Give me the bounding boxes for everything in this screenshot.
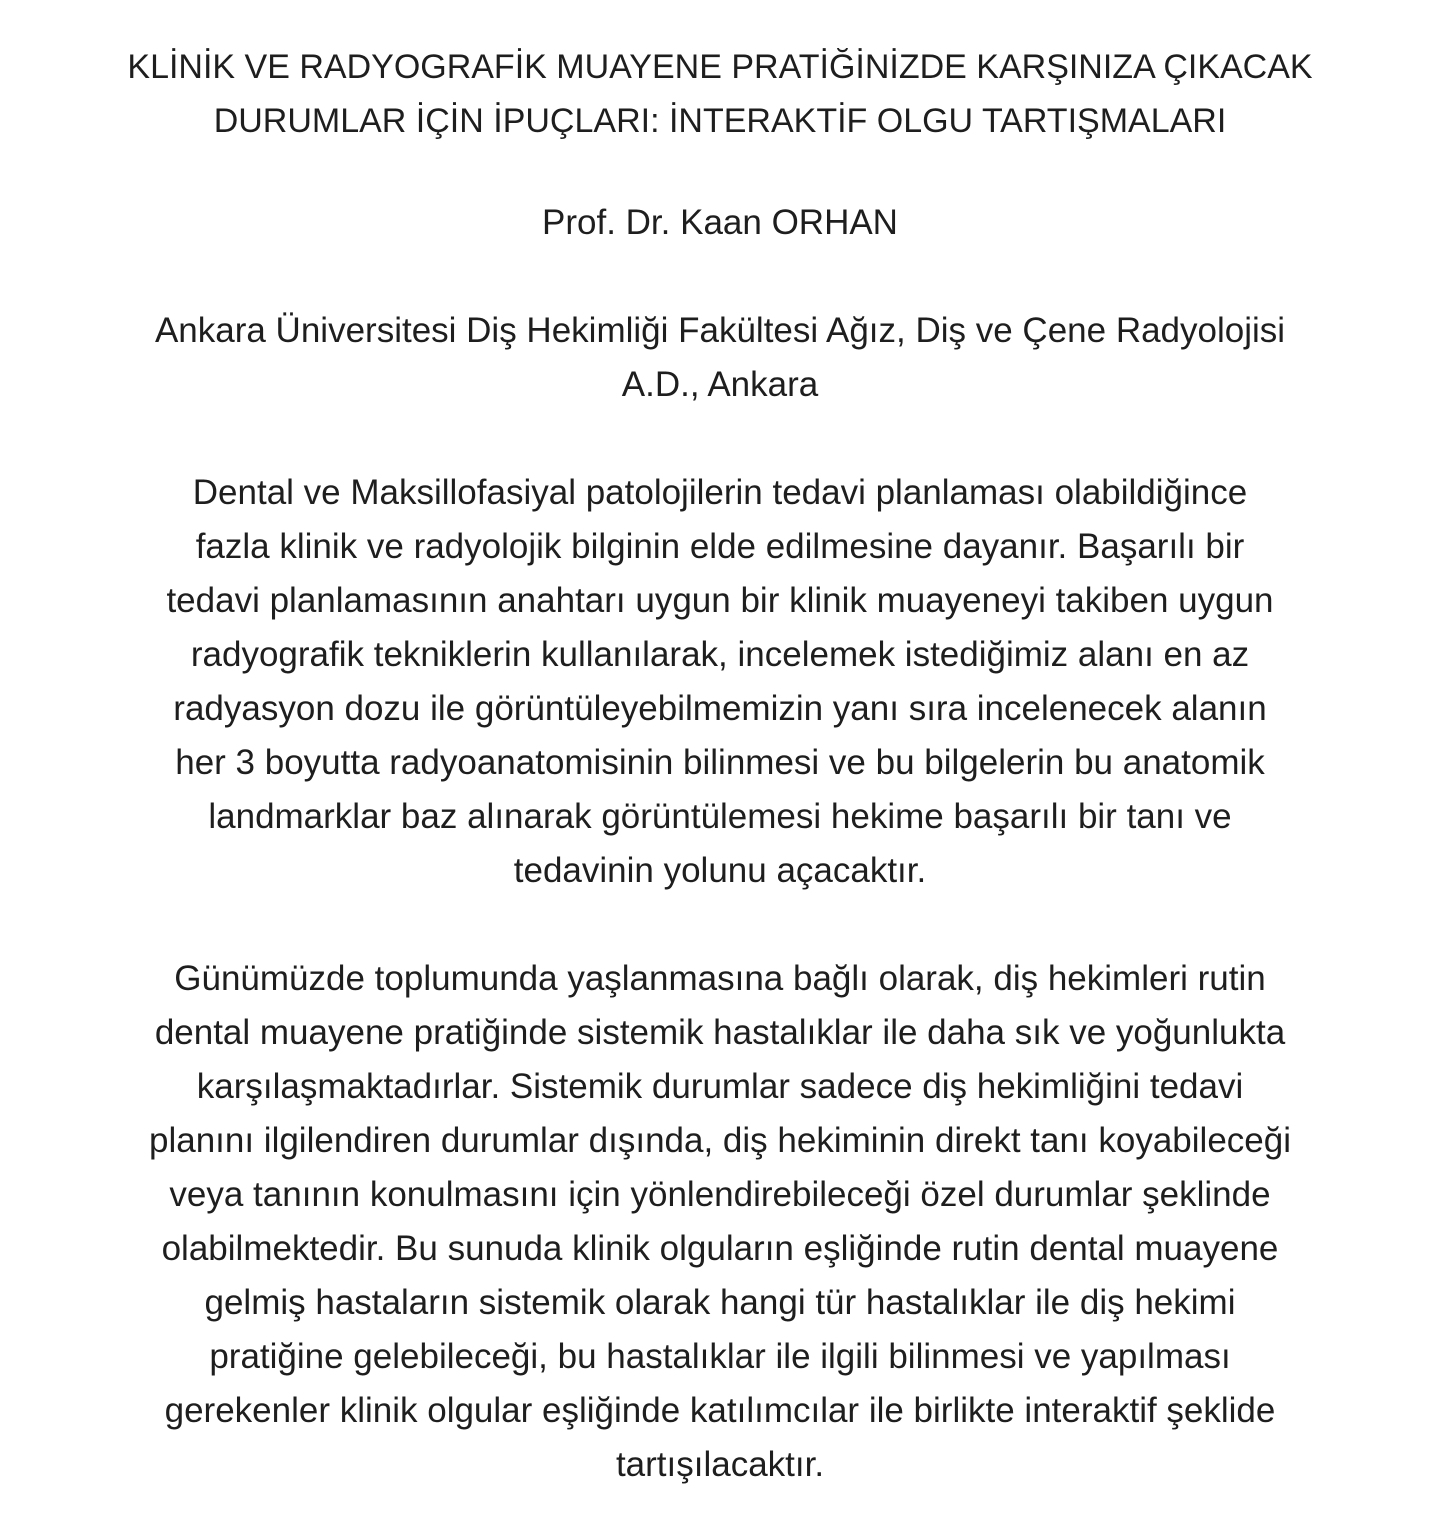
paragraph-line: planını ilgilendiren durumlar dışında, diş hekiminin direkt tanı koyabileceği [148,1121,1291,1160]
paragraph-line: gelmiş hastaların sistemik olarak hangi tür hastalıklar ile diş hekimi [204,1283,1236,1322]
paragraph-line: olabilmektedir. Bu sunuda klinik olguların eşliğinde rutin dental muayene [161,1229,1279,1268]
paragraph-line: karşılaşmaktadırlar. Sistemik durumlar sadece diş hekimliğini tedavi [196,1067,1244,1106]
affiliation-line: Ankara Üniversitesi Diş Hekimliği Fakültesi Ağız, Diş ve Çene Radyolojisi [154,311,1286,350]
paragraph-line: pratiğine gelebileceği, bu hastalıklar ile ilgili bilinmesi ve yapılması [209,1337,1231,1376]
affiliation-line: A.D., Ankara [621,365,819,404]
abstract-paragraph-2 [50,952,1390,1492]
author-affiliation [50,304,1390,412]
paragraph-line: tedavinin yolunu açacaktır. [513,851,927,890]
paragraph-line: gerekenler klinik olgular eşliğinde katılımcılar ile birlikte interaktif şeklide [164,1391,1276,1430]
paragraph-line: tartışılacaktır. [615,1445,825,1484]
paragraph-line: dental muayene pratiğinde sistemik hastalıklar ile daha sık ve yoğunlukta [154,1013,1286,1052]
paragraph-line: radyografik tekniklerin kullanılarak, incelemek istediğimiz alanı en az [190,635,1250,674]
paragraph-line: tedavi planlamasının anahtarı uygun bir klinik muayeneyi takiben uygun [166,581,1274,620]
paragraph-line: Dental ve Maksillofasiyal patolojilerin tedavi planlaması olabildiğince [192,473,1248,512]
paragraph-line: fazla klinik ve radyolojik bilginin elde edilmesine dayanır. Başarılı bir [195,527,1245,566]
author-name: Prof. Dr. Kaan ORHAN [542,203,898,242]
abstract-paragraph-1 [50,466,1390,898]
document-title [50,40,1390,148]
paragraph-line: her 3 boyutta radyoanatomisinin bilinmesi ve bu bilgelerin bu anatomik [175,743,1265,782]
paragraph-line: veya tanının konulmasını için yönlendirebileceği özel durumlar şeklinde [169,1175,1271,1214]
paragraph-line: landmarklar baz alınarak görüntülemesi hekime başarılı bir tanı ve [208,797,1232,836]
paragraph-line: Günümüzde toplumunda yaşlanmasına bağlı olarak, diş hekimleri rutin [174,959,1266,998]
title-line: KLİNİK VE RADYOGRAFİK MUAYENE PRATİĞİNİZDE KARŞINIZA ÇIKACAK [127,48,1313,86]
title-line: DURUMLAR İÇİN İPUÇLARI: İNTERAKTİF OLGU TARTIŞMALARI [213,102,1227,140]
paragraph-line: radyasyon dozu ile görüntüleyebilmemizin yanı sıra incelenecek alanın [173,689,1267,728]
